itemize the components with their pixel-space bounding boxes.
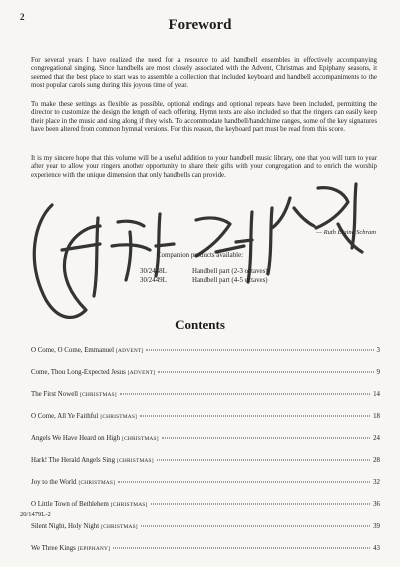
toc-entry-page: 28 bbox=[373, 457, 380, 464]
toc-entry-title: Hark! The Herald Angels Sing bbox=[31, 457, 116, 464]
toc-leader-dots bbox=[113, 548, 370, 549]
companion-code: 30/2449L bbox=[140, 276, 167, 284]
toc-entry-page: 32 bbox=[373, 479, 380, 486]
toc-leader-dots bbox=[141, 526, 370, 527]
companion-description: Handbell part (2-3 octaves) bbox=[192, 268, 268, 275]
toc-entry[interactable] bbox=[31, 501, 380, 523]
toc-entry-title: Come, Thou Long-Expected Jesus bbox=[31, 369, 126, 376]
toc-entry-page: 39 bbox=[373, 523, 380, 530]
toc-entry[interactable] bbox=[31, 457, 380, 479]
foreword-title: Foreword bbox=[168, 17, 232, 33]
toc-entry-tag: [EPIPHANY] bbox=[77, 546, 111, 552]
toc-leader-dots bbox=[140, 416, 370, 417]
toc-entry-tag: [CHRISTMAS] bbox=[117, 458, 154, 464]
toc-entry-title: Silent Night, Holy Night bbox=[31, 523, 100, 530]
toc-leader-dots bbox=[151, 504, 371, 505]
toc-entry[interactable] bbox=[31, 435, 380, 457]
signature: — Ruth Elaine Schram bbox=[316, 229, 376, 236]
companion-item bbox=[140, 268, 268, 277]
toc-entry-title: O Little Town of Bethlehem bbox=[31, 501, 109, 508]
toc-entry-page: 9 bbox=[376, 369, 380, 376]
toc-leader-dots bbox=[157, 460, 370, 461]
toc-entry[interactable] bbox=[31, 369, 380, 391]
toc-entry-tag: [CHRISTMAS] bbox=[122, 436, 159, 442]
toc-entry-page: 36 bbox=[373, 501, 380, 508]
toc-entry-title: We Three Kings bbox=[31, 545, 76, 552]
page-number: 2 bbox=[20, 12, 25, 22]
toc-entry-tag: [ADVENT] bbox=[127, 370, 156, 376]
toc-entry-page: 43 bbox=[373, 545, 380, 552]
foreword-paragraph: To make these settings as flexible as possible, optional endings and optional repeats have been included, permitting the director to customize the design the length of each offering. Hymn texts are also included so that the ringers can easily keep their place in the music and sing along if they wish. To accommodate handbell/handchime ranges, some of the key signatures have been altered from common hymnal versions. For this reason, the keyboard part must be read from this score. bbox=[31, 101, 377, 134]
toc-leader-dots bbox=[118, 482, 370, 483]
toc-entry-tag: [CHRISTMAS] bbox=[78, 480, 116, 486]
companion-item bbox=[140, 277, 268, 286]
toc-entry[interactable] bbox=[31, 347, 380, 369]
toc-entry-title: O Come, All Ye Faithful bbox=[31, 413, 99, 420]
toc-entry-page: 24 bbox=[373, 435, 380, 442]
toc-entry[interactable] bbox=[31, 391, 380, 413]
toc-entry[interactable] bbox=[31, 413, 380, 435]
toc-entry[interactable] bbox=[31, 523, 380, 545]
toc-entry-tag: [ADVENT] bbox=[116, 348, 144, 354]
toc-entry-title: Joy to the World bbox=[31, 479, 77, 486]
companion-list bbox=[140, 268, 268, 285]
foreword-paragraph: For several years I have realized the need for a resource to aid handbell ensembles in effectively accompanying congregational singing. Since handbells are most closely associated with the Advent, Christmas and Epiphany seasons, it seemed that the best place to start was to assemble a collection that included keyboard and handbell accompaniments to the most popular carols sung during this joyous time of year. bbox=[31, 57, 377, 90]
toc-leader-dots bbox=[120, 394, 370, 395]
catalog-code: 20/1479L-2 bbox=[20, 511, 51, 518]
toc-entry-page: 3 bbox=[376, 347, 380, 354]
table-of-contents bbox=[31, 347, 380, 567]
toc-entry[interactable] bbox=[31, 545, 380, 567]
companion-title: Companion products available: bbox=[156, 252, 244, 259]
toc-entry-title: The First Nowell bbox=[31, 391, 79, 398]
toc-entry-title: O Come, O Come, Emmanuel bbox=[31, 347, 115, 354]
toc-entry-tag: [CHRISTMAS] bbox=[101, 524, 138, 530]
toc-leader-dots bbox=[158, 372, 373, 373]
toc-entry-tag: [CHRISTMAS] bbox=[100, 414, 138, 420]
toc-entry-tag: [CHRISTMAS] bbox=[110, 502, 148, 508]
contents-title: Contents bbox=[175, 317, 225, 332]
toc-entry-title: Angels We Have Heard on High bbox=[31, 435, 121, 442]
toc-leader-dots bbox=[146, 350, 373, 351]
toc-entry-tag: [CHRISTMAS] bbox=[80, 392, 117, 398]
companion-description: Handbell part (4-5 octaves) bbox=[192, 276, 268, 284]
toc-entry-page: 18 bbox=[373, 413, 380, 420]
foreword-paragraph: It is my sincere hope that this volume will be a useful addition to your handbell music library, one that you will turn to year after year to allow your ringers another opportunity to share their gifts with your congregation and to enrich the worship experience with the unique dimension that only handbells can provide. bbox=[31, 155, 377, 179]
companion-code: 30/2448L bbox=[140, 268, 167, 275]
toc-entry-page: 14 bbox=[373, 391, 380, 398]
toc-leader-dots bbox=[162, 438, 370, 439]
toc-entry[interactable] bbox=[31, 479, 380, 501]
